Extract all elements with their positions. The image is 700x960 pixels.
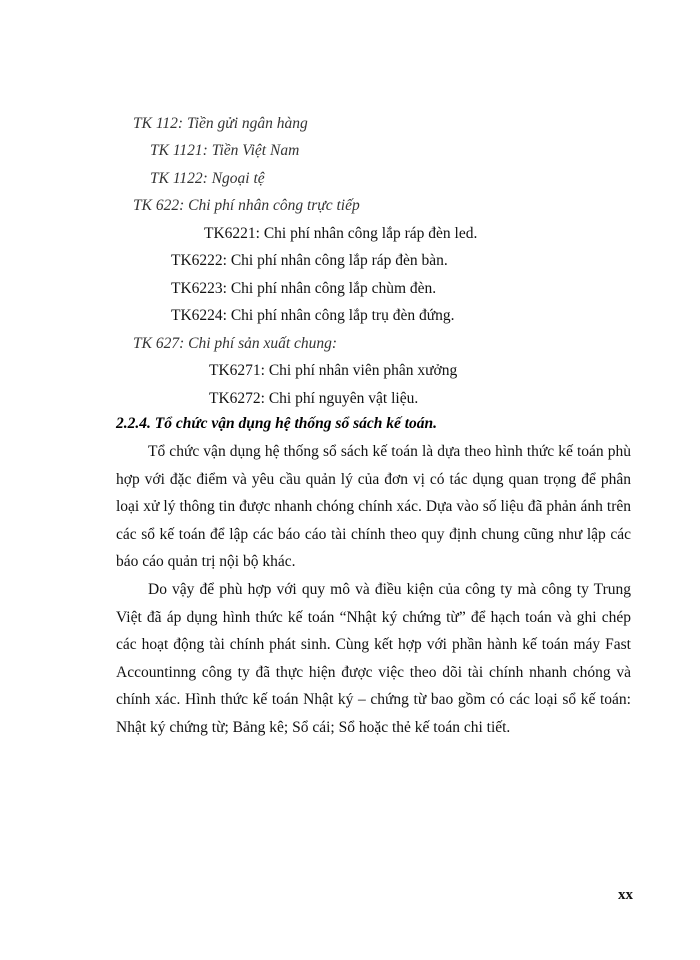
account-tk6271: TK6271: Chi phí nhân viên phân xưởng — [209, 362, 458, 379]
section-heading: 2.2.4. Tổ chức vận dụng hệ thống sổ sách kế toán. — [116, 415, 438, 432]
account-tk1121: TK 1121: Tiền Việt Nam — [150, 142, 300, 159]
page-number: xx — [618, 887, 633, 903]
account-tk6221: TK6221: Chi phí nhân công lắp ráp đèn led. — [204, 225, 478, 242]
paragraph-1: Tổ chức vận dụng hệ thống sổ sách kế toán là dựa theo hình thức kế toán phù hợp với đặc điểm và yêu cầu quản lý của đơn vị có tác dụng quan trọng để phân loại xử lý thông tin được nhanh chóng chính xác. Dựa vào số liệu đã phản ánh trên các sổ kế toán để lập các báo cáo tài chính theo quy định chung cũng như lập các báo cáo quản trị nội bộ khác. — [116, 443, 631, 570]
account-tk627: TK 627: Chi phí sản xuất chung: — [133, 335, 338, 352]
account-tk622: TK 622: Chi phí nhân công trực tiếp — [133, 197, 360, 214]
account-tk112: TK 112: Tiền gửi ngân hàng — [133, 115, 308, 132]
account-tk6222: TK6222: Chi phí nhân công lắp ráp đèn bàn. — [171, 252, 448, 269]
account-tk6272: TK6272: Chi phí nguyên vật liệu. — [209, 390, 419, 407]
paragraph-2: Do vậy để phù hợp với quy mô và điều kiện của công ty mà công ty Trung Việt đã áp dụng hình thức kế toán “Nhật ký chứng từ” để hạch toán và ghi chép các hoạt động tài chính phát sinh. Cùng kết hợp với phần hành kế toán máy Fast Accountinng công ty đã thực hiện được việc theo dõi tài chính nhanh chóng và chính xác. Hình thức kế toán Nhật ký – chứng từ bao gồm có các loại sổ kế toán: Nhật ký chứng từ; Bảng kê; Sổ cái; Sổ hoặc thẻ kế toán chi tiết. — [116, 581, 631, 736]
account-tk1122: TK 1122: Ngoại tệ — [150, 170, 265, 187]
account-tk6223: TK6223: Chi phí nhân công lắp chùm đèn. — [171, 280, 437, 297]
account-tk6224: TK6224: Chi phí nhân công lắp trụ đèn đứng. — [171, 307, 455, 324]
